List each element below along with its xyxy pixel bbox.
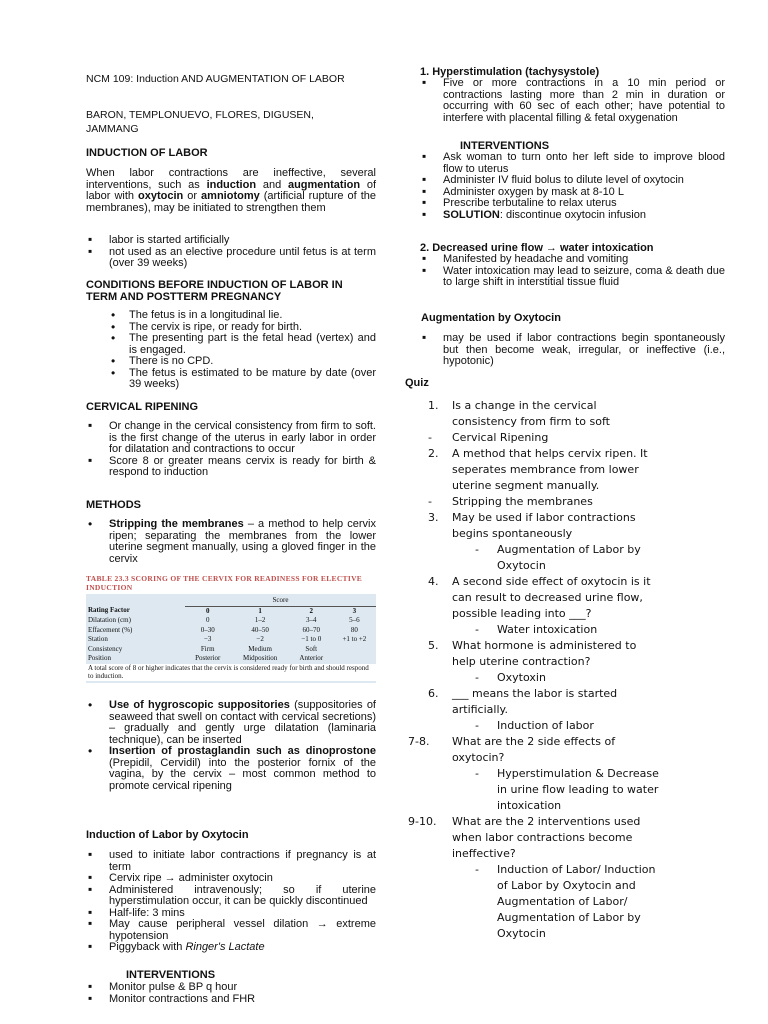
list-item: ▪ Manifested by headache and vomiting <box>420 254 725 266</box>
table-cell: Firm <box>200 644 215 653</box>
quiz-answer-line: Augmentation of Labor by <box>497 543 641 556</box>
list-item: • The fetus is in a longitudinal lie. <box>86 310 376 322</box>
ripening-list <box>86 421 376 479</box>
quiz-heading: Quiz <box>405 377 429 389</box>
list-item: ▪ labor is started artificially <box>86 235 376 247</box>
quiz-number: 7-8. <box>408 735 430 748</box>
induction-paragraph: When labor contractions are ineffective, several interventions, such as induction and augmentation of labor with oxytocin or amniotomy (artificial rupture of the membranes), may be initiated to strengthen them <box>86 167 377 214</box>
list-item: ▪ Water intoxication may lead to seizure, coma & death due to large shift in interstitial tissue fluid <box>420 266 725 289</box>
table-cell: 3–4 <box>306 616 317 624</box>
quiz-number: 3. <box>428 511 439 524</box>
quiz-question-line: begins spontaneously <box>452 527 573 540</box>
quiz-answer-line: Augmentation of Labor by <box>497 911 641 924</box>
list-item: ▪ Administered intravenously; so if uterine hyperstimulation occur, it can be quickly discontinued <box>86 885 376 908</box>
oxytocin-list <box>86 850 376 954</box>
quiz-question-line: possible leading into ___? <box>452 607 592 620</box>
quiz-question-line: What hormone is administered to <box>452 639 637 652</box>
quiz-answer-dash: - <box>475 671 479 684</box>
table-cell: −2 <box>256 635 264 643</box>
urine-flow-title: 2. Decreased urine flow → water intoxication <box>420 242 654 254</box>
table-header: 0 <box>205 606 210 615</box>
quiz-question-line: May be used if labor contractions <box>452 511 636 524</box>
table-title: TABLE 23.3 SCORING OF THE CERVIX FOR READINESS FOR ELECTIVE INDUCTION <box>86 574 363 592</box>
conditions-heading: CONDITIONS BEFORE INDUCTION OF LABOR IN TERM AND POSTTERM PREGNANCY <box>86 279 343 303</box>
methods-list-2 <box>86 700 376 792</box>
induction-list <box>86 235 376 270</box>
list-item: ▪ Or change in the cervical consistency from firm to soft. is the first change of the uterus in early labor in order for dilatation and contractions to occur <box>86 421 376 456</box>
quiz-answer-dash: - <box>475 767 479 780</box>
cervix-scoring-table <box>86 574 376 683</box>
table-cell: Anterior <box>299 654 324 662</box>
table-cell: +1 to +2 <box>342 635 367 643</box>
quiz-answer-dash: - <box>428 431 432 444</box>
quiz-question-line: artificially. <box>452 703 508 716</box>
quiz-question-line: What are the 2 interventions used <box>452 815 641 828</box>
augmentation-list <box>420 333 725 368</box>
quiz-answer-dash: - <box>475 543 479 556</box>
document-title: NCM 109: Induction AND AUGMENTATION OF LABOR <box>86 73 345 85</box>
quiz-question-line: ineffective? <box>452 847 516 860</box>
quiz-number: 2. <box>428 447 439 460</box>
table-header: 3 <box>352 606 357 615</box>
list-item: • Insertion of prostaglandin such as dinoprostone (Prepidil, Cervidil) into the posterior fornix of the vagina, by the cervix – most common method to promote cervical ripening <box>86 746 376 792</box>
table-cell: 80 <box>350 625 358 634</box>
oxytocin-heading: Induction of Labor by Oxytocin <box>86 829 249 841</box>
quiz-question-line: help uterine contraction? <box>452 655 591 668</box>
authors: BARON, TEMPLONUEVO, FLORES, DIGUSEN, JAMMANG <box>86 109 314 135</box>
conditions-list <box>86 310 376 391</box>
list-item: ▪ Administer oxygen by mask at 8-10 L <box>420 187 725 199</box>
oxytocin-interventions-list <box>86 982 376 1005</box>
table-cell: Effacement (%) <box>88 625 133 634</box>
quiz-question-line: oxytocin? <box>452 751 505 764</box>
table-cell <box>333 654 376 664</box>
quiz-question-line: ___ means the labor is started <box>452 687 618 700</box>
quiz-answer-dash: - <box>428 495 432 508</box>
list-item: ▪ Ask woman to turn onto her left side to improve blood flow to uterus <box>420 152 725 175</box>
quiz-number: 9-10. <box>408 815 437 828</box>
augmentation-heading: Augmentation by Oxytocin <box>421 312 561 324</box>
table-cell <box>333 645 376 655</box>
quiz-number: 1. <box>428 399 439 412</box>
interventions-list <box>420 152 725 221</box>
quiz-answer-line: Stripping the membranes <box>452 495 593 508</box>
list-item: • The presenting part is the fetal head (vertex) and is engaged. <box>86 333 376 356</box>
table-cell: 0 <box>205 616 210 624</box>
quiz-answer-line: Induction of labor <box>497 719 594 732</box>
table-header: 2 <box>309 606 314 615</box>
quiz-answer-line: intoxication <box>497 799 562 812</box>
quiz-question-line: consistency from firm to soft <box>452 415 610 428</box>
quiz-question-line: seperates membrance from lower <box>452 463 639 476</box>
table-cell: Station <box>88 635 108 643</box>
table-cell: Midposition <box>242 654 278 662</box>
quiz-answer-line: Oxytocin <box>497 559 546 572</box>
quiz-answer-dash: - <box>475 719 479 732</box>
table-cell: Position <box>88 654 111 662</box>
list-item: ▪ Monitor contractions and FHR <box>86 994 376 1006</box>
table-cell: 1–2 <box>254 616 266 624</box>
quiz-question-line: What are the 2 side effects of <box>452 735 616 748</box>
table-header: 1 <box>258 606 262 615</box>
list-item: ▪ not used as an elective procedure until fetus is at term (over 39 weeks) <box>86 247 376 270</box>
list-item: ▪ Five or more contractions in a 10 min period or contractions lasting more than 2 min in duration or occurring with 60 sec of each other; have potential to interfere with placental filling & fetal oxygenation <box>420 78 725 124</box>
quiz-answer-dash: - <box>475 863 479 876</box>
list-item: • The cervix is ripe, or ready for birth. <box>86 322 376 334</box>
ripening-heading: CERVICAL RIPENING <box>86 401 199 413</box>
table-note: A total score of 8 or higher indicates that the cervix is considered ready for birth and should respond to induction. <box>86 664 376 681</box>
list-item: ▪ Piggyback with Ringer's Lactate <box>86 942 376 954</box>
methods-list-1 <box>86 519 376 565</box>
quiz-number: 5. <box>428 639 439 652</box>
list-item: • Use of hygroscopic suppositories (suppositories of seaweed that swell on contact with cervical secretions) – gradually and gently urge dilatation (laminaria technique), can be inserted <box>86 700 376 746</box>
list-item: • There is no CPD. <box>86 356 376 368</box>
hyperstimulation-list <box>420 78 725 124</box>
table-cell: 5–6 <box>349 616 360 624</box>
quiz-question-line: A method that helps cervix ripen. It <box>452 447 648 460</box>
table-cell: −3 <box>203 635 212 643</box>
list-item: ▪ May cause peripheral vessel dilation → extreme hypotension <box>86 919 376 942</box>
oxytocin-interventions-heading: INTERVENTIONS <box>126 969 216 981</box>
list-item: ▪ Administer IV fluid bolus to dilute level of oxytocin <box>420 175 725 187</box>
quiz-answer-line: Augmentation of Labor/ <box>497 895 628 908</box>
table-cell: −1 to 0 <box>301 635 322 643</box>
quiz-answer-line: Hyperstimulation & Decrease <box>497 767 659 780</box>
table-cell: Medium <box>248 644 272 653</box>
table-cell: 40–50 <box>251 625 269 634</box>
list-item: ▪ Half-life: 3 mins <box>86 908 376 920</box>
quiz-answer-line: in urine flow leading to water <box>497 783 659 796</box>
urine-flow-list <box>420 254 725 289</box>
score-label: Score <box>185 596 376 606</box>
table-cell: Soft <box>305 644 318 653</box>
table-cell: Dilatation (cm) <box>88 616 131 624</box>
quiz-answer-line: Oxytocin <box>497 927 546 940</box>
quiz-answer-line: Water intoxication <box>497 623 598 636</box>
list-item: ▪ Score 8 or greater means cervix is ready for birth & respond to induction <box>86 456 376 479</box>
interventions-heading: INTERVENTIONS <box>460 140 550 152</box>
quiz-question-line: A second side effect of oxytocin is it <box>452 575 651 588</box>
quiz-answer-line: Cervical Ripening <box>452 431 549 444</box>
quiz-number: 6. <box>428 687 439 700</box>
quiz-question-line: Is a change in the cervical <box>452 399 597 412</box>
methods-heading: METHODS <box>86 499 141 511</box>
list-item: ▪ Prescribe terbutaline to relax uterus <box>420 198 725 210</box>
table-cell: Consistency <box>88 644 123 653</box>
table-header: Rating Factor <box>88 606 130 615</box>
quiz-answer-line: of Labor by Oxytocin and <box>497 879 636 892</box>
list-item: ▪ Cervix ripe → administer oxytocin <box>86 873 376 885</box>
quiz-answer-line: Induction of Labor/ Induction <box>497 863 656 876</box>
quiz-question-line: uterine segment manually. <box>452 479 600 492</box>
quiz-answer-dash: - <box>475 623 479 636</box>
table-cell: 60–70 <box>302 625 321 634</box>
quiz-number: 4. <box>428 575 439 588</box>
table-cell: Posterior <box>195 654 221 662</box>
list-item: ▪ used to initiate labor contractions if pregnancy is at term <box>86 850 376 873</box>
hyperstimulation-title: 1. Hyperstimulation (tachysystole) <box>420 66 600 78</box>
quiz-question-line: can result to decreased urine flow, <box>452 591 643 604</box>
list-item: ▪ may be used if labor contractions begin spontaneously but then become weak, irregular, or ineffective (i.e., hypotonic) <box>420 333 725 368</box>
quiz-answer-line: Oxytoxin <box>497 671 546 684</box>
table-cell: 0–30 <box>200 625 215 634</box>
quiz-question-line: when labor contractions become <box>452 831 633 844</box>
list-item: ▪ SOLUTION: discontinue oxytocin infusion <box>420 210 725 222</box>
induction-heading: INDUCTION OF LABOR <box>86 147 208 159</box>
list-item: • Stripping the membranes – a method to help cervix ripen; separating the membranes from the lower uterine segment manually, using a gloved finger in the cervix <box>86 519 376 565</box>
list-item: ▪ Monitor pulse & BP q hour <box>86 982 376 994</box>
list-item: • The fetus is estimated to be mature by date (over 39 weeks) <box>86 368 376 391</box>
